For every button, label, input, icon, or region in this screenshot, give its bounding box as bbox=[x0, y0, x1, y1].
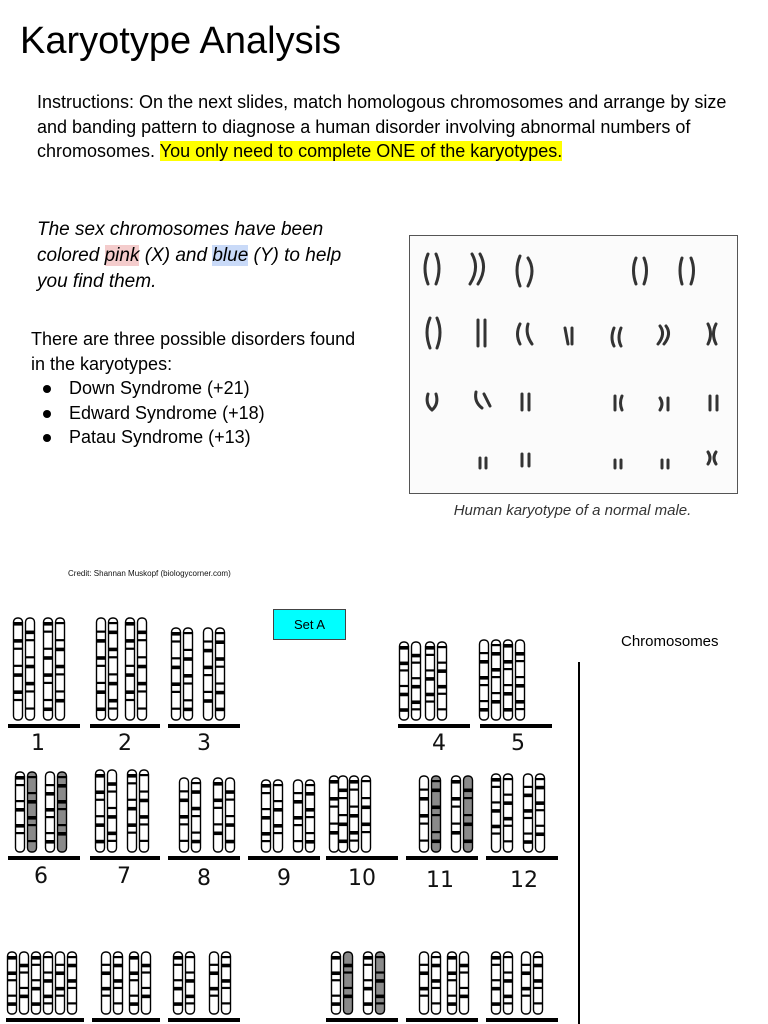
group-baseline bbox=[6, 1018, 84, 1022]
sex-note-part1: The sex chromosomes have been colored bbox=[37, 219, 324, 266]
chromosome[interactable] bbox=[420, 776, 429, 852]
disorder-edward: Edward Syndrome (+18) bbox=[69, 401, 361, 426]
chromosome[interactable] bbox=[504, 952, 513, 1014]
group-baseline bbox=[486, 1018, 558, 1022]
group-baseline bbox=[90, 856, 160, 860]
chromosome[interactable] bbox=[130, 952, 139, 1014]
chromosome-group[interactable] bbox=[8, 772, 80, 860]
group-baseline bbox=[326, 1018, 398, 1022]
chromosome[interactable] bbox=[32, 952, 41, 1014]
chromosome-number-1: 1 bbox=[31, 731, 45, 756]
karyotype-set-a bbox=[0, 600, 575, 1024]
chromosome[interactable] bbox=[28, 772, 37, 852]
chromosome-group[interactable] bbox=[326, 952, 398, 1022]
chromosome[interactable] bbox=[294, 780, 303, 852]
group-baseline bbox=[168, 724, 240, 728]
page-title: Karyotype Analysis bbox=[20, 20, 342, 62]
chromosome-group[interactable] bbox=[90, 770, 160, 860]
disorder-down: Down Syndrome (+21) bbox=[69, 376, 361, 401]
chromosome[interactable] bbox=[452, 776, 461, 852]
disorders-list bbox=[31, 376, 361, 450]
chromosome[interactable] bbox=[460, 952, 469, 1014]
disorders-intro: There are three possible disorders found in the karyotypes: bbox=[31, 329, 356, 374]
chromosome[interactable] bbox=[192, 778, 201, 852]
chromosome-group[interactable] bbox=[486, 952, 558, 1022]
sex-note-part2: (X) and bbox=[139, 245, 213, 266]
group-baseline bbox=[248, 856, 320, 860]
chromosome[interactable] bbox=[262, 780, 271, 852]
chromosome[interactable] bbox=[420, 952, 429, 1014]
chromosome-group[interactable] bbox=[8, 618, 80, 728]
instructions-text: Instructions: On the next slides, match homologous chromosomes and arrange by size and banding pattern to diagnose a human disorder involving abnormal numbers of chromosomes. bbox=[37, 92, 727, 161]
group-baseline bbox=[486, 856, 558, 860]
chromosome[interactable] bbox=[8, 952, 17, 1014]
chromosome[interactable] bbox=[426, 642, 435, 720]
chromosome-group[interactable] bbox=[168, 628, 240, 728]
pink-word: pink bbox=[104, 245, 140, 266]
chromosome[interactable] bbox=[222, 952, 231, 1014]
chromosome[interactable] bbox=[332, 952, 341, 1014]
chromosome[interactable] bbox=[114, 952, 123, 1014]
chromosome-number-7: 7 bbox=[117, 864, 131, 889]
chromosome[interactable] bbox=[492, 640, 501, 720]
chromosome[interactable] bbox=[400, 642, 409, 720]
chromosome[interactable] bbox=[524, 774, 533, 852]
chromosome[interactable] bbox=[172, 628, 181, 720]
chromosome-group[interactable] bbox=[406, 776, 478, 860]
chromosome[interactable] bbox=[96, 770, 105, 852]
blue-word: blue bbox=[212, 245, 249, 266]
chromosome[interactable] bbox=[432, 776, 441, 852]
chromosome-group[interactable] bbox=[6, 952, 84, 1022]
chromosome[interactable] bbox=[432, 952, 441, 1014]
chromosome-group[interactable] bbox=[248, 780, 320, 860]
chromosome-number-3: 3 bbox=[197, 731, 211, 756]
group-baseline bbox=[326, 856, 398, 860]
chromosome-number-11: 11 bbox=[426, 868, 454, 893]
chromosome-groups bbox=[6, 618, 558, 1022]
chromosome[interactable] bbox=[362, 776, 371, 852]
chromosome[interactable] bbox=[364, 952, 373, 1014]
chromosome[interactable] bbox=[344, 952, 353, 1014]
sex-note-part3: (Y) to help you find them. bbox=[37, 245, 342, 292]
chromosome[interactable] bbox=[180, 778, 189, 852]
chromosome[interactable] bbox=[68, 952, 77, 1014]
chromosome[interactable] bbox=[174, 952, 183, 1014]
chromosome[interactable] bbox=[26, 618, 35, 720]
chromosome[interactable] bbox=[204, 628, 213, 720]
group-baseline bbox=[168, 856, 240, 860]
chromosome[interactable] bbox=[516, 640, 525, 720]
chromosome[interactable] bbox=[438, 642, 447, 720]
chromosome[interactable] bbox=[448, 952, 457, 1014]
chromosome[interactable] bbox=[142, 952, 151, 1014]
chromosome[interactable] bbox=[44, 618, 53, 720]
chromosome-group[interactable] bbox=[326, 776, 398, 860]
chromosome[interactable] bbox=[109, 618, 118, 720]
disorder-patau: Patau Syndrome (+13) bbox=[69, 425, 361, 450]
group-baseline bbox=[406, 856, 478, 860]
chromosome[interactable] bbox=[306, 780, 315, 852]
chromosome[interactable] bbox=[210, 952, 219, 1014]
chromosome[interactable] bbox=[492, 774, 501, 852]
chromosome-group[interactable] bbox=[398, 642, 470, 728]
chromosome-number-10: 10 bbox=[348, 866, 376, 891]
chromosome[interactable] bbox=[58, 772, 67, 852]
chromosome[interactable] bbox=[504, 774, 513, 852]
chromosome[interactable] bbox=[102, 952, 111, 1014]
chromosome[interactable] bbox=[464, 776, 473, 852]
chromosome[interactable] bbox=[97, 618, 106, 720]
chromosome[interactable] bbox=[480, 640, 489, 720]
chromosome-number-9: 9 bbox=[277, 866, 291, 891]
chromosome-number-12: 12 bbox=[510, 868, 538, 893]
chromosome[interactable] bbox=[186, 952, 195, 1014]
group-baseline bbox=[406, 1018, 478, 1022]
chromosome[interactable] bbox=[44, 952, 53, 1014]
chromosome[interactable] bbox=[274, 780, 283, 852]
group-baseline bbox=[8, 856, 80, 860]
chromosome-group[interactable] bbox=[168, 952, 240, 1022]
chromosome-group[interactable] bbox=[480, 640, 553, 728]
chromosome-group[interactable] bbox=[92, 952, 160, 1022]
group-baseline bbox=[168, 1018, 240, 1022]
normal-karyotype-caption: Human karyotype of a normal male. bbox=[453, 502, 692, 519]
instructions-paragraph bbox=[37, 90, 747, 164]
chromosome-number-2: 2 bbox=[118, 731, 132, 756]
chromosome[interactable] bbox=[534, 952, 543, 1014]
chromosome[interactable] bbox=[140, 770, 149, 852]
chromosome[interactable] bbox=[108, 770, 117, 852]
disorders-section bbox=[31, 327, 361, 450]
chromosome[interactable] bbox=[184, 628, 193, 720]
chromosome[interactable] bbox=[16, 772, 25, 852]
chromosome[interactable] bbox=[412, 642, 421, 720]
chromosome[interactable] bbox=[492, 952, 501, 1014]
chromosome[interactable] bbox=[126, 618, 135, 720]
chromosome-group[interactable] bbox=[486, 774, 558, 860]
chromosome[interactable] bbox=[376, 952, 385, 1014]
chromosome[interactable] bbox=[56, 952, 65, 1014]
chromosome[interactable] bbox=[128, 770, 137, 852]
chromosome[interactable] bbox=[522, 952, 531, 1014]
chromosome-group[interactable] bbox=[90, 618, 160, 728]
credit-text: Credit: Shannan Muskopf (biologycorner.com) bbox=[68, 569, 231, 578]
chromosome[interactable] bbox=[339, 776, 348, 852]
chromosome[interactable] bbox=[536, 774, 545, 852]
normal-karyotype-image bbox=[409, 235, 738, 494]
chromosomes-label: Chromosomes bbox=[621, 633, 719, 650]
chromosome-number-6: 6 bbox=[34, 864, 48, 889]
chromosome-number-4: 4 bbox=[432, 731, 446, 756]
chromosome[interactable] bbox=[56, 618, 65, 720]
chromosome[interactable] bbox=[330, 776, 339, 852]
normal-karyotype-drawing bbox=[410, 236, 737, 493]
chromosome[interactable] bbox=[14, 618, 23, 720]
set-a-button[interactable]: Set A bbox=[273, 609, 346, 640]
group-baseline bbox=[8, 724, 80, 728]
instructions-highlight: You only need to complete ONE of the karyotypes. bbox=[159, 141, 563, 161]
chromosome[interactable] bbox=[504, 640, 513, 720]
chromosome-number-5: 5 bbox=[511, 731, 525, 756]
chromosome[interactable] bbox=[226, 778, 235, 852]
chromosome[interactable] bbox=[46, 772, 55, 852]
chromosome[interactable] bbox=[20, 952, 29, 1014]
chromosome[interactable] bbox=[214, 778, 223, 852]
group-baseline bbox=[90, 724, 160, 728]
group-baseline bbox=[92, 1018, 160, 1022]
chromosome[interactable] bbox=[138, 618, 147, 720]
group-baseline bbox=[480, 724, 552, 728]
group-baseline bbox=[398, 724, 470, 728]
chromosome-group[interactable] bbox=[406, 952, 478, 1022]
vertical-divider bbox=[578, 662, 580, 1024]
chromosome[interactable] bbox=[350, 776, 359, 852]
chromosome-group[interactable] bbox=[168, 778, 240, 860]
chromosome[interactable] bbox=[216, 628, 225, 720]
sex-chromosome-note bbox=[37, 217, 367, 295]
chromosome-number-8: 8 bbox=[197, 866, 211, 891]
